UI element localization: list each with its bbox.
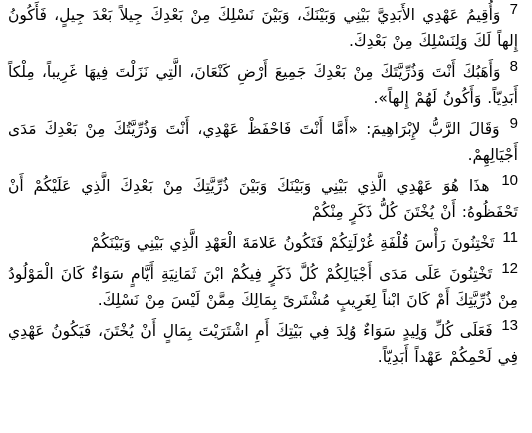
verse-text: فَعَلَى كُلِّ وَلِيدٍ سَوَاءٌ وُلِدَ فِي بَيْتِكَ أَمِ اشْتَرَيْتَ بِمَالٍ أَنْ يُخْتَنَ، فَيَكُونُ عَهْدِي فِي لَحْمِكُمْ عَهْداً أَبَدِيّاً. [8, 322, 518, 366]
verse-7 [8, 0, 518, 54]
verse-number: 9 [509, 114, 518, 132]
verse-number: 8 [509, 57, 518, 75]
verse-10 [8, 173, 518, 225]
verse-number: 10 [501, 171, 518, 189]
verse-number: 12 [501, 259, 518, 277]
verse-9 [8, 116, 518, 168]
verse-text: وَقَالَ الرَّبُّ لإِبْرَاهِيمَ: «أَمَّا أَنْتَ فَاحْفَظْ عَهْدِي، أَنْتَ وَذُرِّيَّتُكَ مِنْ بَعْدِكَ مَدَى أَجْيَالِهِمْ. [8, 120, 518, 164]
verse-number: 11 [502, 228, 518, 246]
verse-text: تَخْتِنُونَ عَلَى مَدَى أَجْيَالِكُمْ كُلَّ ذَكَرٍ فِيكُمْ ابْنَ ثَمَانِيَةِ أَيَّامٍ سَوَاءٌ كَانَ الْمَوْلُودُ مِنْ ذُرِّيَّتِكَ أَمْ كَانَ ابْناً لِغَرِيبٍ مُشْتَرىً بِمَالِكَ مِمَّنْ لَيْسَ مِنْ نَسْلِكَ. [8, 265, 518, 309]
verse-text: تَخْتِنُونَ رَأْسَ قُلْفَةِ غُرْلَتِكُمْ فَتَكُونُ عَلامَةَ الْعَهْدِ الَّذِي بَيْنِي وَبَيْنَكُمْ [90, 234, 495, 252]
verse-text: هذَا هُوَ عَهْدِي الَّذِي بَيْنِي وَبَيْنَكَ وَبَيْنَ ذُرِّيَّتِكَ مِنْ بَعْدِكَ الَّذِي عَلَيْكُمْ أَنْ تَحْفَظُوهُ: أَنْ يُخْتَنَ كُلُّ ذَكَرٍ مِنْكُمْ [8, 177, 518, 221]
verse-8 [8, 59, 518, 111]
verse-text: وَأُقِيمُ عَهْدِي الأَبَدِيَّ بَيْنِي وَبَيْنَكَ، وَبَيْنَ نَسْلِكَ مِنْ بَعْدِكَ جِيلاً بَعْدَ جِيلٍ، فَأَكُونُ إِلهاً لَكَ وَلِنَسْلِكَ مِنْ بَعْدِكَ. [8, 6, 518, 50]
verse-11 [8, 230, 518, 256]
verse-text: وَأَهَبُكَ أَنْتَ وَذُرِّيَّتَكَ مِنْ بَعْدِكَ جَمِيعَ أَرْضِ كَنْعَانَ، الَّتِي نَزَلْتَ فِيهَا غَرِيباً، مِلْكاً أَبَدِيّاً. وَأَكُونُ لَهُمْ إِلهاً». [8, 63, 518, 107]
verse-number: 13 [501, 316, 518, 334]
verse-12 [8, 261, 518, 313]
verse-13 [8, 318, 518, 370]
verse-number: 7 [509, 0, 518, 18]
